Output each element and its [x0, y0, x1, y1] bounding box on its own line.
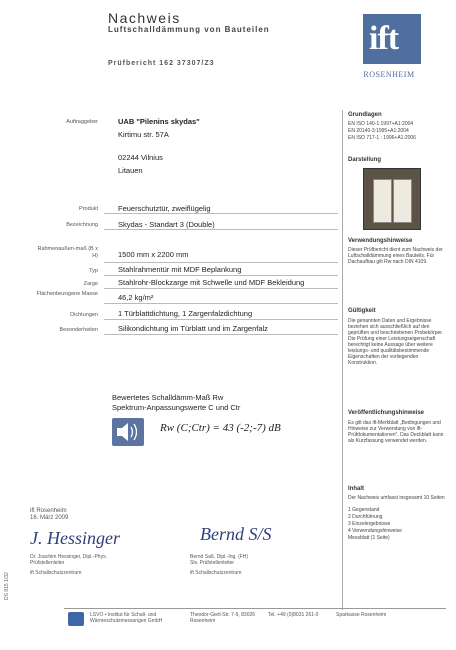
sidebar-heading: Verwendungshinweise: [348, 238, 413, 244]
row-value: Feuerschutztür, zweiflügelig: [118, 204, 211, 213]
row-value: Stahlrahmentür mit MDF Beplankung: [118, 265, 242, 274]
row-label: Dichtungen: [70, 312, 98, 318]
row-value: 1 Türblattdichtung, 1 Zargenfalzdichtung: [118, 309, 253, 318]
signer-2-role: Stv. Prüfstellenleiter: [190, 560, 235, 566]
client-label: Auftraggeber: [66, 119, 98, 125]
row-value: Skydas - Standart 3 (Double): [118, 220, 215, 229]
signature-1: J. Hessinger: [30, 528, 120, 548]
sidebar-heading: Darstellung: [348, 157, 382, 163]
sidebar-text: EN 20140-3:1995+A1:2004: [348, 128, 409, 134]
sidebar-heading: Veröffentlichungshinweise: [348, 410, 425, 416]
column-divider: [342, 110, 343, 610]
signer-2-name: Bernd Saß, Dipl.-Ing. (FH): [190, 554, 249, 560]
row-label: Besonderheiten: [59, 327, 98, 333]
row-value: 46,2 kg/m²: [118, 293, 154, 302]
row-value: 1500 mm x 2200 mm: [118, 250, 189, 259]
rating-line-2: Spektrum-Anpassungswerte C und Ctr: [112, 403, 241, 412]
document-subtitle: Luftschalldämmung von Bauteilen: [108, 25, 270, 34]
client-line-4: Litauen: [118, 166, 143, 175]
sidebar-heading: Grundlagen: [348, 112, 382, 118]
row-label: Zarge: [83, 281, 98, 287]
document-title: Nachweis: [108, 10, 181, 26]
form-number: DS 815 1/32: [4, 572, 10, 600]
sidebar-text: Es gilt das ift-Merkblatt „Bedingungen und Hinweise zur Verwendung von ift-Prüfdokumentationen". Das Deckblatt kann als Kurzfassung verwendet werden.: [348, 420, 444, 444]
sign-place: ift Rosenheim: [30, 508, 67, 514]
sidebar-heading: Inhalt: [348, 486, 364, 492]
footer-logo: [68, 612, 84, 626]
client-line-1: UAB "Pilenins skydas": [118, 117, 200, 126]
signer-2-dept: ift Schallschutzzentrum: [190, 570, 242, 576]
footer-col-2: Theodor-Gietl-Str. 7-9, 83026 Rosenheim: [190, 612, 256, 624]
signature-2: Bernd S/S: [200, 524, 272, 544]
sidebar-text: 1 Gegenstand: [348, 507, 380, 513]
signer-1-role: Prüfstellenleiter: [30, 560, 65, 566]
row-value: Stahlrohr-Blockzarge mit Schwelle und MDF Bekleidung: [118, 278, 305, 287]
row-label: Typ: [89, 268, 98, 274]
row-value: Silikondichtung im Türblatt und im Zargenfalz: [118, 324, 268, 333]
sidebar-text: EN ISO 717-1 : 1996+A1:2006: [348, 135, 416, 141]
door-image: [363, 168, 421, 230]
report-number: Prüfbericht 162 37307/Z3: [108, 60, 215, 67]
sidebar-text: EN ISO 140-1:1997+A1:2004: [348, 121, 414, 127]
sidebar-text: Messblatt (1 Seite): [348, 535, 390, 541]
client-line-2: Kirtimu str. 57A: [118, 130, 169, 139]
sidebar-text: Dieser Prüfbericht dient zum Nachweis der Luftschalldämmung eines Bauteils. Für Dachaufbau gilt Rw nach DIN 4109.: [348, 247, 443, 265]
signer-1-dept: ift Schallschutzzentrum: [30, 570, 82, 576]
rating-formula: Rw (C;Ctr) = 43 (-2;-7) dB: [160, 422, 281, 434]
footer-col-3: Tel. +49 (0)8031 261-0: [268, 612, 319, 618]
rating-line-1: Bewertetes Schalldämm-Maß Rw: [112, 393, 224, 402]
sign-date: 16. März 2009: [30, 515, 69, 521]
sidebar-text: 3 Einzelergebnisse: [348, 521, 391, 527]
row-label: Rahmenaußen-maß (B x H): [37, 246, 98, 259]
signer-1-name: Dr. Joachim Hessinger, Dipl.-Phys.: [30, 554, 107, 560]
footer-col-4: Sparkasse Rosenheim: [336, 612, 387, 618]
row-label: Bezeichnung: [66, 222, 98, 228]
sidebar-text: 2 Durchführung: [348, 514, 383, 520]
row-label: Flächenbezogene Masse: [36, 291, 98, 297]
sidebar-text: 4 Verwendungshinweise: [348, 528, 402, 534]
footer-col-1: LSVO • Institut für Schall- und Wärmeschutzmessungen GmbH: [90, 612, 163, 624]
speaker-icon: [112, 418, 144, 446]
client-line-3: 02244 Vilnius: [118, 153, 163, 162]
row-label: Produkt: [79, 206, 98, 212]
sidebar-heading: Gültigkeit: [348, 308, 376, 314]
sidebar-text: Der Nachweis umfasst insgesamt 10 Seiten: [348, 495, 445, 501]
sidebar-text: Die genannten Daten und Ergebnisse beziehen sich ausschließlich auf den geprüften und beschriebenen Probekörper. Die Prüfung einer Leistungseigenschaft berechtigt keine Aussage über weitere leistungs- und qualitätsbestimmende Eigenschaften der vorliegenden Konstruktion.: [348, 318, 444, 366]
ift-logo: ift ROSENHEIM: [349, 14, 429, 86]
